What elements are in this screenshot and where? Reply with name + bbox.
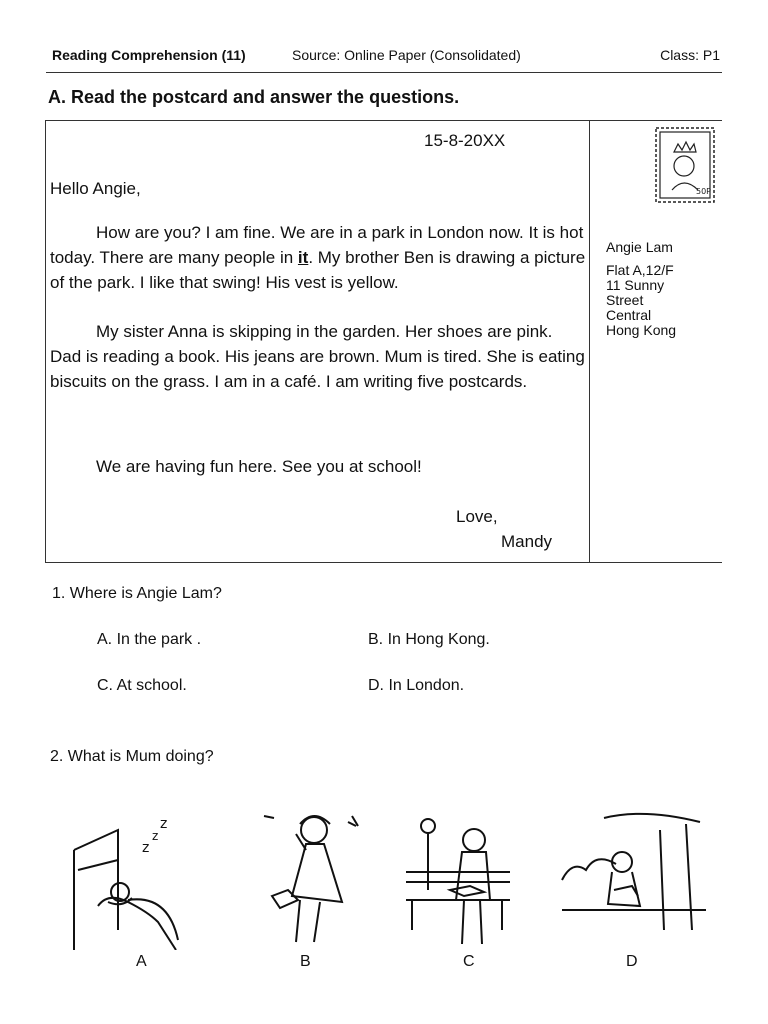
picture-c-reading-icon[interactable] [402,810,514,950]
address-line-5: Hong Kong [606,322,677,338]
picture-b-eating-icon[interactable] [262,810,368,950]
svg-text:z: z [142,840,150,856]
picture-d-tree-icon[interactable] [560,810,706,950]
address-line-3: Street [606,292,644,308]
picture-a-sleeping-icon[interactable] [68,810,190,950]
worksheet-title: Reading Comprehension (11) [52,47,246,63]
p1-underlined-it: it [297,248,309,267]
svg-text:z: z [152,829,159,843]
picture-label-b: B [300,953,311,970]
worksheet-header [46,44,722,73]
picture-label-a: A [136,953,147,970]
postcard-paragraph-1 [50,220,586,295]
svg-text:z: z [160,816,168,832]
postcard-closing: Love, [456,507,498,526]
p2-text: My sister Anna is skipping in the garden. Her shoes are pink. Dad is reading a book. His jeans are brown. Mum is tired. She is eating biscuits on the grass. I am in a café. I am writing five postcards. [50,322,585,391]
postcard-address [606,240,676,338]
stamp-value: 50P [696,187,712,196]
question-1: 1. Where is Angie Lam? [52,585,222,602]
postcard-paragraph-2 [50,319,586,394]
p1-text-after: . My brother Ben is drawing a picture of the park. I like that swing! His vest is yellow. [50,248,586,292]
question-2: 2. What is Mum doing? [50,748,214,765]
q1-option-c[interactable]: C. At school. [97,677,187,694]
address-line-1: Flat A,12/F [606,262,674,278]
q1-option-d[interactable]: D. In London. [368,677,465,694]
postcard-paragraph-3 [50,454,586,479]
picture-label-d: D [626,953,638,970]
postcard-greeting: Hello Angie, [50,179,141,198]
q1-option-a[interactable]: A. In the park . [97,631,202,648]
address-name: Angie Lam [606,239,673,255]
p3-text: We are having fun here. See you at school! [96,457,422,476]
address-line-2: 11 Sunny [606,277,665,293]
q1-option-b[interactable]: B. In Hong Kong. [368,631,490,648]
postcard-signature: Mandy [501,532,553,551]
worksheet-class: Class: P1 [660,47,720,63]
picture-label-c: C [463,953,475,970]
stamp-icon [610,124,718,204]
p1-text-before: How are you? I am fine. We are in a park in London now. It is hot today. There are many people in [50,223,584,267]
postcard-date: 15-8-20XX [424,131,506,150]
section-title: A. Read the postcard and answer the questions. [48,87,460,107]
address-line-4: Central [606,307,652,323]
postcard-divider [589,121,590,562]
worksheet-source: Source: Online Paper (Consolidated) [292,47,521,63]
